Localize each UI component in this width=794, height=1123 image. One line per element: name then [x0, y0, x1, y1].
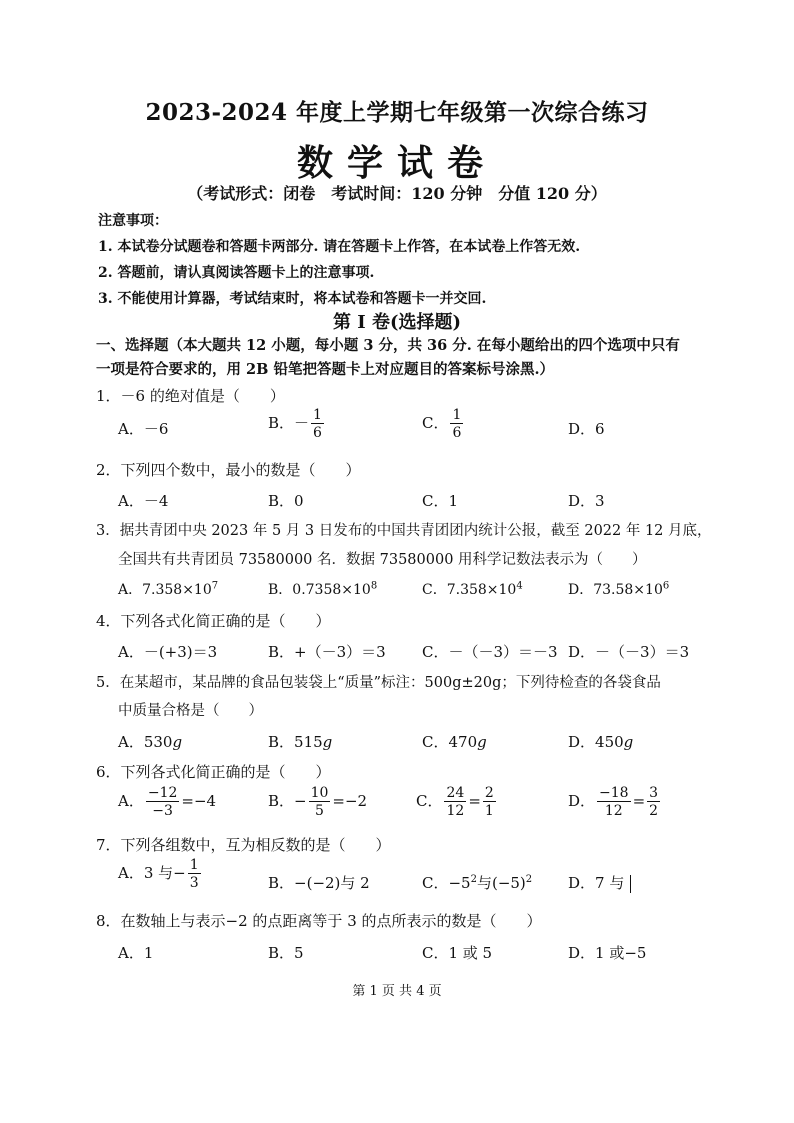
q4-option-c: C．－（－3）＝－3	[422, 643, 558, 661]
note-item: 2. 答题前，请认真阅读答题卡上的注意事项.	[98, 265, 375, 281]
q7-option-d: D．7 与	[568, 872, 631, 893]
q5-option-d: D．450g	[568, 733, 634, 751]
notes-heading: 注意事项：	[98, 213, 168, 229]
q2-option-c: C．1	[422, 492, 459, 510]
q7-option-a: A．3 与− $\frac{1}{3}$	[118, 857, 199, 891]
q5-option-a: A．530g	[118, 733, 183, 751]
note-item: 3. 不能使用计算器，考试结束时，将本试卷和答题卡一并交回.	[98, 291, 487, 307]
q4-option-d: D．－（－3）＝3	[568, 643, 690, 661]
question-6-stem: 6．下列各式化简正确的是（ ）	[96, 763, 331, 781]
q4-option-b: B．+（－3）＝3	[268, 643, 386, 661]
q7-option-b: B．−(−2)与 2	[268, 874, 370, 892]
question-5-stem-line1: 5．在某超市，某品牌的食品包装袋上“质量”标注：500g±20g；下列待检查的各袋食品	[96, 675, 661, 691]
question-5-stem-line2: 中质量合格是（ ）	[118, 703, 263, 719]
note-item: 1. 本试卷分试题卷和答题卡两部分. 请在答题卡上作答，在本试卷上作答无效.	[98, 239, 581, 255]
q3-option-b: B．$0.7358\times 10^8$	[268, 580, 378, 598]
question-8-stem: 8．在数轴上与表示−2 的点距离等于 3 的点所表示的数是（ ）	[96, 912, 542, 930]
section-instructions-line2: 一项是符合要求的，用 2B 铅笔把答题卡上对应题目的答案标号涂黑.）	[96, 361, 554, 378]
q8-option-a: A．1	[118, 944, 154, 962]
question-3-stem-line1: 3．据共青团中央 2023 年 5 月 3 日发布的中国共青团团内统计公报，截至 2022 年 12 月底，	[96, 523, 712, 539]
q8-option-c: C．1 或 5	[422, 944, 493, 962]
q5-option-b: B．515g	[268, 733, 333, 751]
subject-title: 数学试卷	[296, 142, 497, 184]
question-3-stem-line2: 全国共有共青团员 73580000 名．数据 73580000 用科学记数法表示为（ ）	[118, 552, 647, 568]
q3-option-c: C．$7.358\times 10^4$	[422, 580, 523, 598]
question-4-stem: 4．下列各式化简正确的是（ ）	[96, 612, 331, 630]
exam-info: （考试形式：闭卷 考试时间：120 分钟 分值 120 分）	[187, 184, 607, 203]
q4-option-a: A．－(+3)＝3	[118, 643, 218, 661]
q5-option-c: C．470g	[422, 733, 487, 751]
page-footer: 第 1 页 共 4 页	[352, 984, 442, 999]
q3-option-a: A．$7.358\times 10^7$	[118, 580, 219, 598]
question-2-stem: 2．下列四个数中，最小的数是（ ）	[96, 461, 361, 479]
q8-option-d: D．1 或−5	[568, 944, 647, 962]
q1-option-c: C． $\frac{1}{6}$	[422, 407, 462, 441]
q1-option-d: D．6	[568, 420, 605, 438]
q7-option-c: C．$-5^2$与$(-5)^2$	[422, 874, 533, 892]
question-1-stem: 1．－6 的绝对值是（ ）	[96, 387, 285, 405]
q3-option-d: D．$73.58\times 10^6$	[568, 580, 670, 598]
exam-title: 2023-2024 年度上学期七年级第一次综合练习	[145, 99, 649, 126]
q1-option-b: B．－ $\frac{1}{6}$	[268, 407, 322, 441]
q2-option-d: D．3	[568, 492, 605, 510]
q8-option-b: B．5	[268, 944, 304, 962]
absolute-value-bar	[630, 875, 631, 893]
q2-option-b: B．0	[268, 492, 304, 510]
volume-title: 第 I 卷(选择题)	[333, 312, 461, 333]
q6-option-b: B．− $\frac{10}{5}$ =−2	[268, 785, 368, 819]
q6-option-c: C． $\frac{24}{12}$ = $\frac{2}{1}$	[416, 785, 494, 819]
question-7-stem: 7．下列各组数中，互为相反数的是（ ）	[96, 836, 391, 854]
section-instructions-line1: 一、选择题（本大题共 12 小题，每小题 3 分，共 36 分. 在每小题给出的四个选项中只有	[96, 337, 680, 354]
q2-option-a: A．－4	[118, 492, 169, 510]
q6-option-d: D． $\frac{-18}{12}$ = $\frac{3}{2}$	[568, 785, 659, 819]
q6-option-a: A． $\frac{-12}{-3}$ =−4	[118, 785, 217, 819]
q1-option-a: A．－6	[118, 420, 169, 438]
